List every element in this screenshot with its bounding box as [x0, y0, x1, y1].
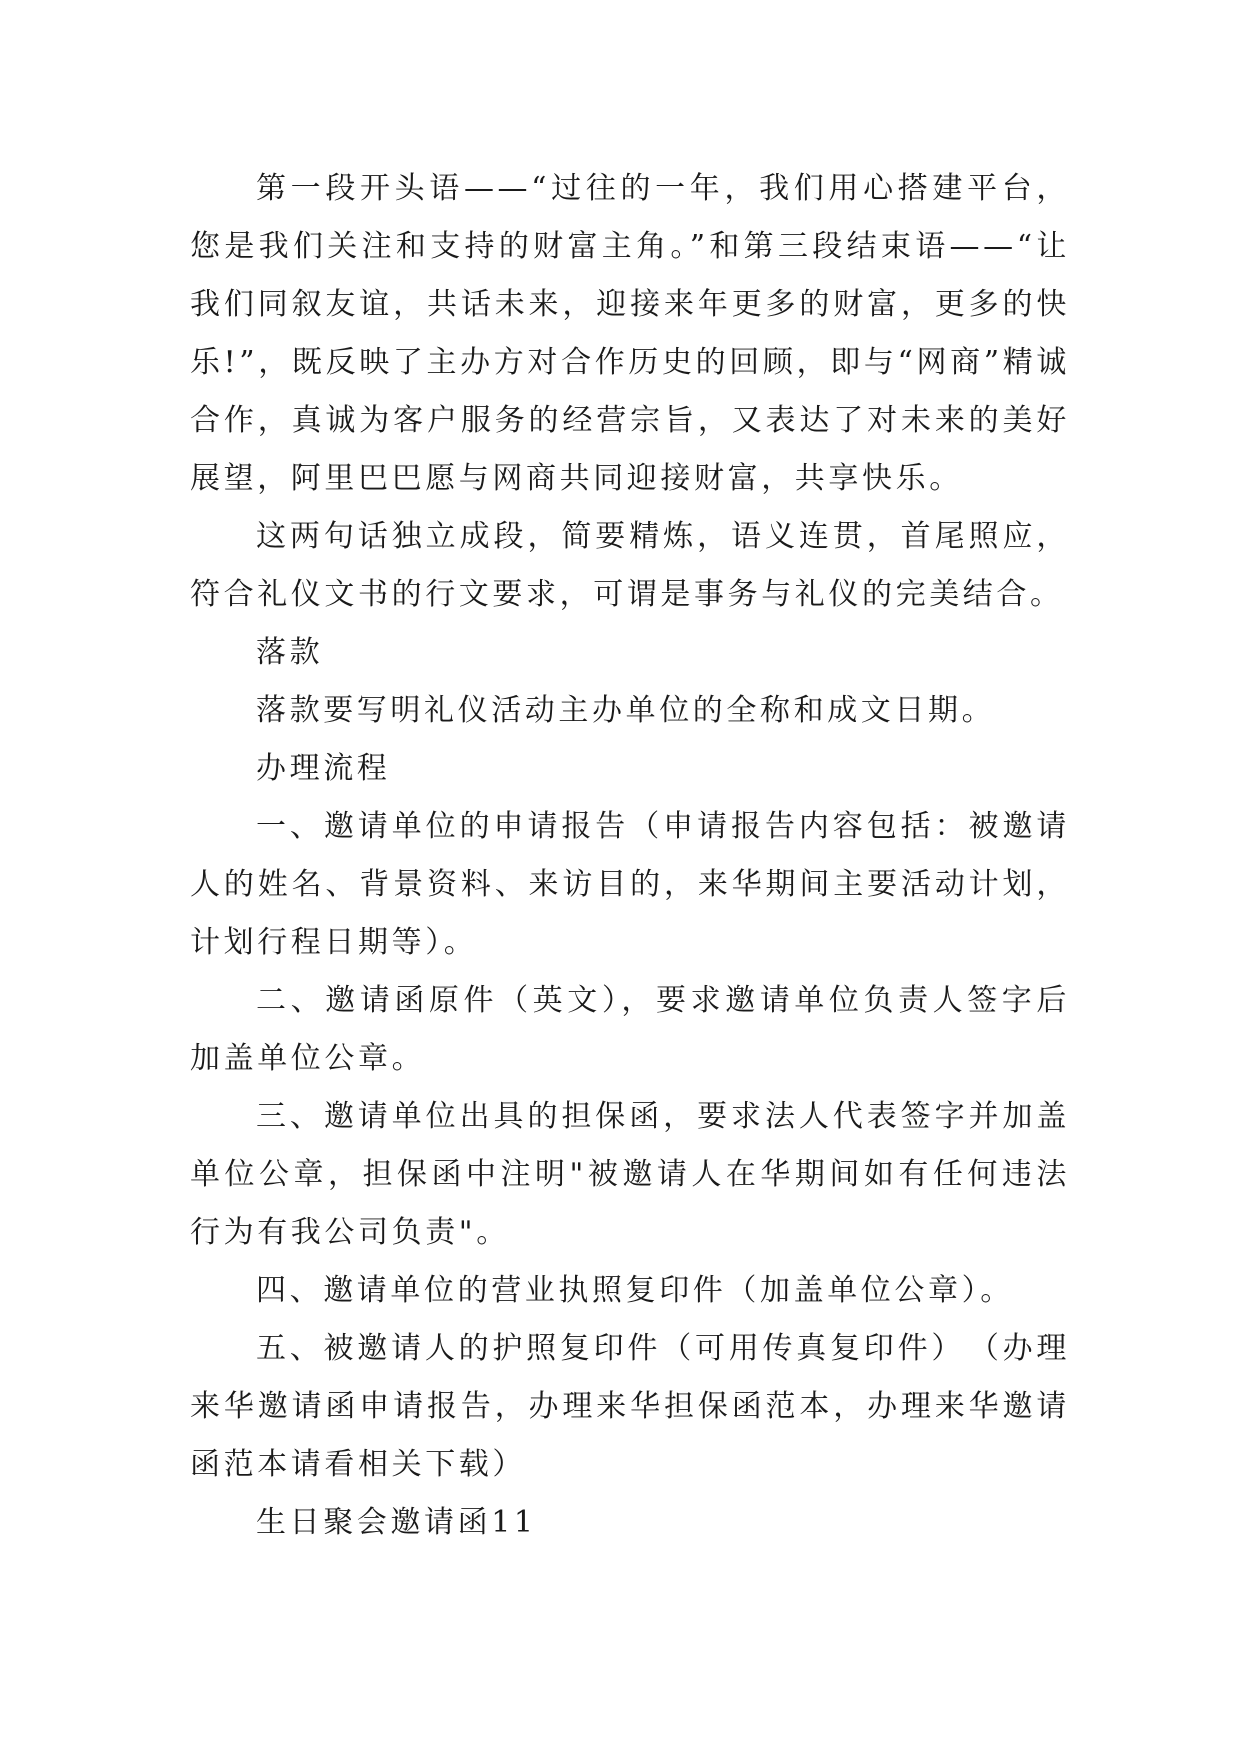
- document-body: [190, 160, 1070, 1552]
- process-step-4: 四、邀请单位的营业执照复印件（加盖单位公章）。: [256, 1273, 1014, 1308]
- section-title-birthday-invitation: 生日聚会邀请函11: [256, 1505, 537, 1540]
- process-step-1: 一、邀请单位的申请报告（申请报告内容包括：被邀请人的姓名、背景资料、来访目的，来华期间主要活动计划，计划行程日期等）。: [190, 809, 1070, 960]
- paragraph-signature-note: 落款要写明礼仪活动主办单位的全称和成文日期。: [256, 693, 996, 728]
- heading-signature: 落款: [256, 635, 324, 670]
- process-step-5: 五、被邀请人的护照复印件（可用传真复印件） （办理来华邀请函申请报告，办理来华担保函范本，办理来华邀请函范本请看相关下载）: [190, 1331, 1070, 1482]
- process-step-2: 二、邀请函原件（英文），要求邀请单位负责人签字后加盖单位公章。: [190, 983, 1070, 1076]
- paragraph-opening-closing-analysis: 第一段开头语——“过往的一年，我们用心搭建平台，您是我们关注和支持的财富主角。”和第三段结束语——“让我们同叙友谊，共话未来，迎接来年更多的财富，更多的快乐!”，既反映了主办方对合作历史的回顾，即与“网商”精诚合作，真诚为客户服务的经营宗旨，又表达了对未来的美好展望，阿里巴巴愿与网商共同迎接财富，共享快乐。: [190, 171, 1070, 496]
- paragraph-summary: 这两句话独立成段，简要精炼，语义连贯，首尾照应，符合礼仪文书的行文要求，可谓是事务与礼仪的完美结合。: [190, 519, 1070, 612]
- process-step-3: 三、邀请单位出具的担保函，要求法人代表签字并加盖单位公章，担保函中注明"被邀请人在华期间如有任何违法行为有我公司负责"。: [190, 1099, 1070, 1250]
- heading-process: 办理流程: [256, 751, 391, 786]
